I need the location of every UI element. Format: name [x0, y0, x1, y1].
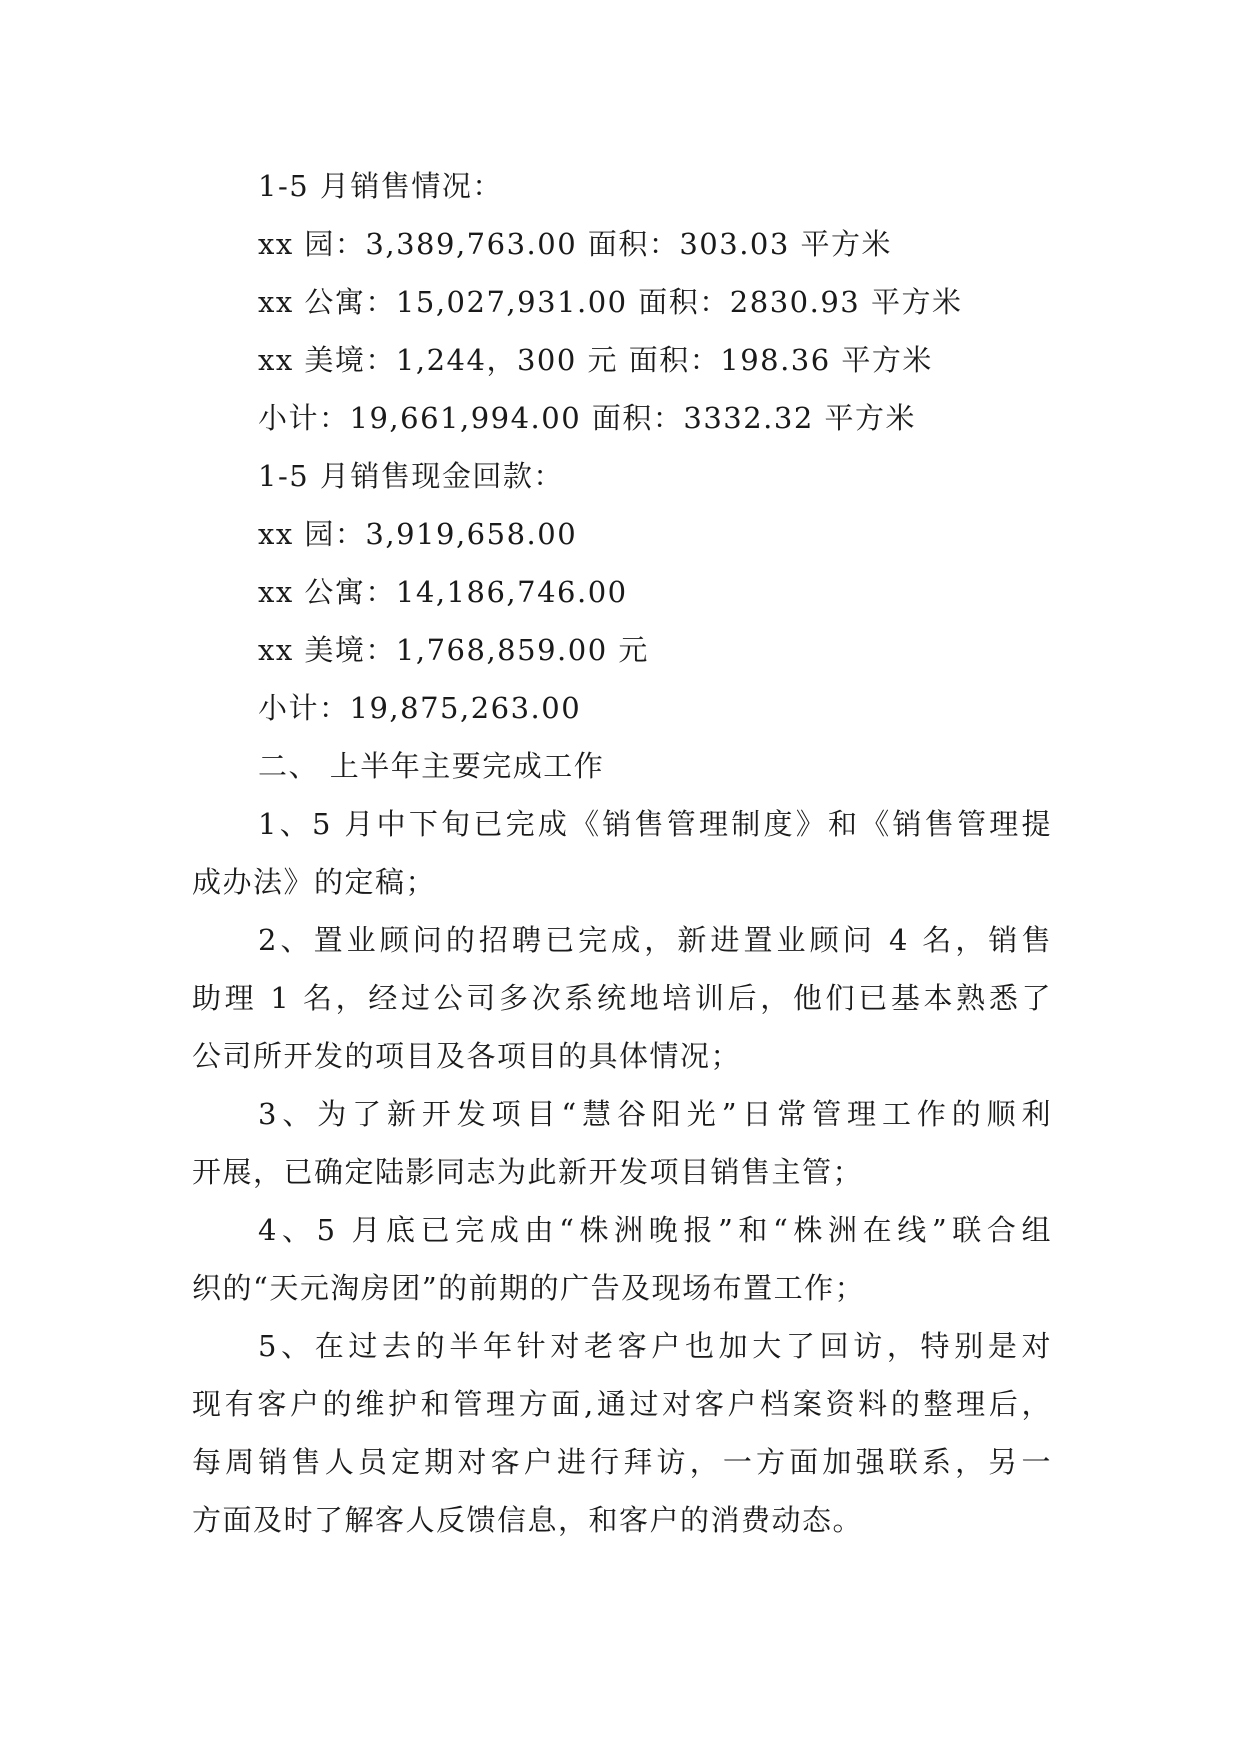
sales-item-garden: xx 园：3,389,763.00 面积：303.03 平方米	[258, 227, 893, 261]
cash-item-garden: xx 园：3,919,658.00	[258, 517, 578, 551]
cash-item-meijing: xx 美境：1,768,859.00 元	[258, 633, 649, 667]
sales-subtotal: 小计：19,661,994.00 面积：3332.32 平方米	[258, 401, 917, 435]
paragraph-3-line-1: 3、为了新开发项目“慧谷阳光”日常管理工作的顺利	[258, 1097, 1052, 1131]
sales-item-apartment: xx 公寓：15,027,931.00 面积：2830.93 平方米	[258, 285, 963, 319]
paragraph-2-line-1: 2、置业顾问的招聘已完成，新进置业顾问 4 名，销售	[258, 923, 1052, 957]
paragraph-5-line-2: 现有客户的维护和管理方面,通过对客户档案资料的整理后，	[192, 1387, 1052, 1421]
paragraph-3-line-2: 开展，已确定陆影同志为此新开发项目销售主管；	[192, 1155, 864, 1189]
sales-item-meijing: xx 美境：1,244，300 元 面积：198.36 平方米	[258, 343, 933, 377]
paragraph-1-line-2: 成办法》的定稿；	[192, 865, 437, 899]
cash-heading: 1-5 月销售现金回款：	[258, 459, 564, 493]
section2-heading: 二、 上半年主要完成工作	[258, 749, 605, 783]
cash-item-apartment: xx 公寓：14,186,746.00	[258, 575, 628, 609]
sales-heading: 1-5 月销售情况：	[258, 169, 503, 203]
paragraph-2-line-3: 公司所开发的项目及各项目的具体情况；	[192, 1039, 742, 1073]
paragraph-5-line-3: 每周销售人员定期对客户进行拜访，一方面加强联系，另一	[192, 1445, 1052, 1479]
paragraph-5-line-4: 方面及时了解客人反馈信息，和客户的消费动态。	[192, 1503, 864, 1537]
paragraph-5-line-1: 5、在过去的半年针对老客户也加大了回访，特别是对	[258, 1329, 1052, 1363]
paragraph-4-line-1: 4、5 月底已完成由“株洲晚报”和“株洲在线”联合组	[258, 1213, 1052, 1247]
cash-subtotal: 小计：19,875,263.00	[258, 691, 582, 725]
paragraph-1-line-1: 1、5 月中下旬已完成《销售管理制度》和《销售管理提	[258, 807, 1052, 841]
paragraph-2-line-2: 助理 1 名，经过公司多次系统地培训后，他们已基本熟悉了	[192, 981, 1052, 1015]
paragraph-4-line-2: 织的“天元淘房团”的前期的广告及现场布置工作；	[192, 1271, 866, 1305]
